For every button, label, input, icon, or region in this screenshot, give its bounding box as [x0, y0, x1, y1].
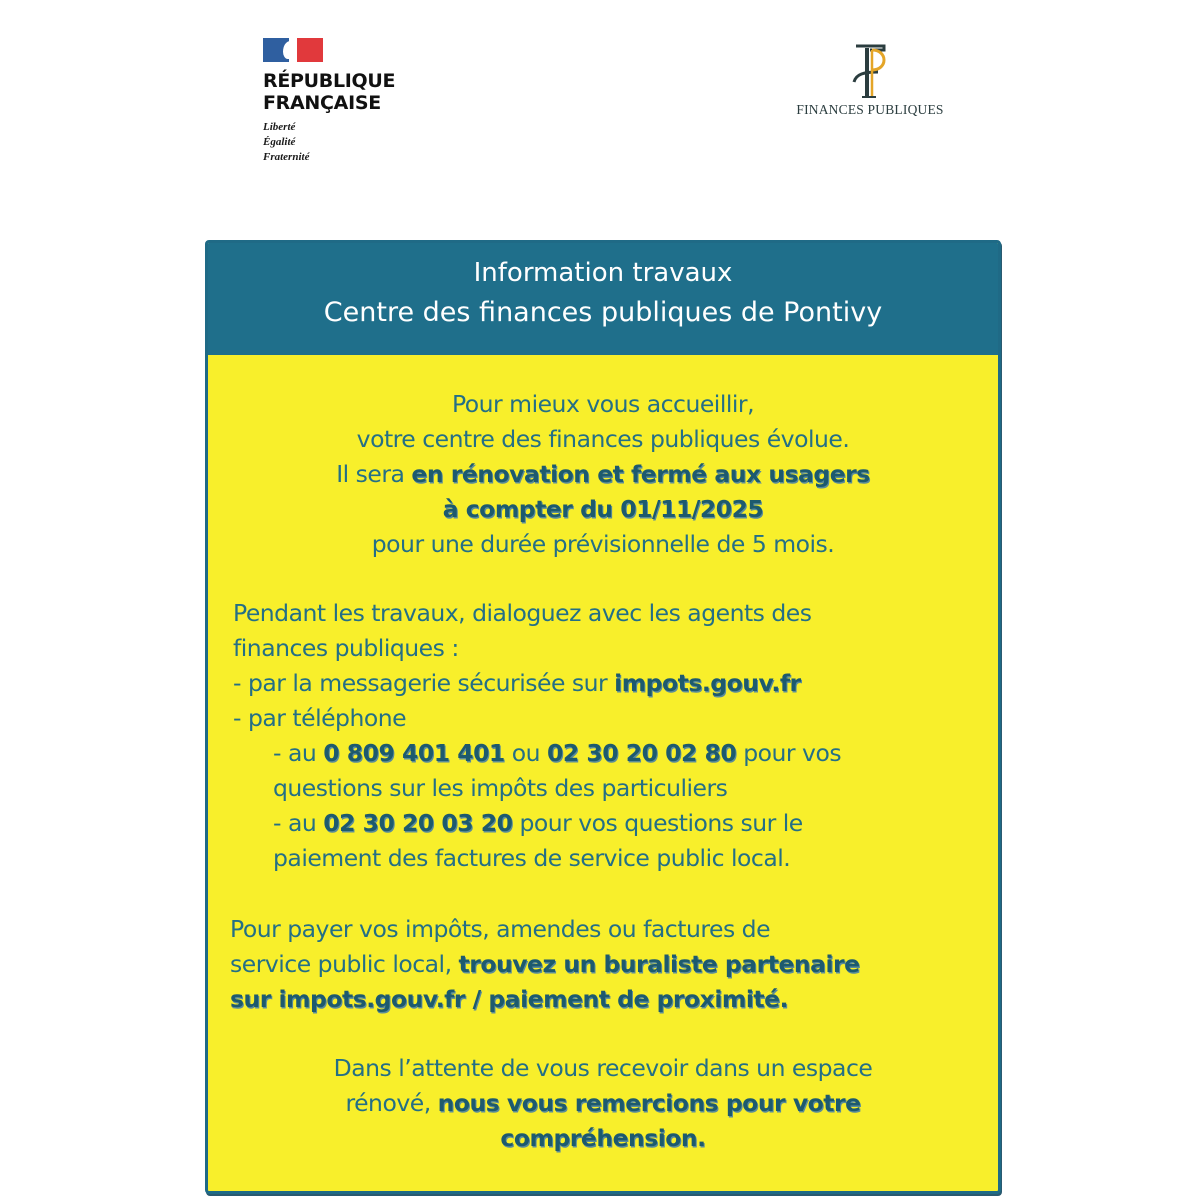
contact-phone-label: - par téléphone [233, 704, 407, 732]
contact-text: paiement des factures de service public local. [273, 844, 791, 872]
motto-liberte: Liberté [263, 121, 296, 133]
impots-link[interactable]: impots.gouv.fr [614, 669, 801, 697]
closing-text: rénové, [345, 1089, 438, 1117]
notice-panel [205, 240, 1001, 1194]
contact-text: - au [273, 809, 324, 837]
rf-name-line1: RÉPUBLIQUE [263, 70, 396, 92]
closing-line: Dans l’attente de vous recevoir dans un espace [333, 1054, 873, 1082]
phone-number[interactable]: 0 809 401 401 [323, 739, 505, 767]
rf-name-line2: FRANÇAISE [263, 92, 381, 114]
contact-text: pour vos questions sur le [512, 809, 803, 837]
contact-phone-2 [233, 806, 998, 876]
finances-publiques-logo [790, 42, 950, 118]
phone-number[interactable]: 02 30 20 02 80 [547, 739, 737, 767]
fp-name: FINANCES PUBLIQUES [796, 102, 944, 117]
paiement-proximite-link[interactable]: sur impots.gouv.fr / paiement de proximité. [230, 985, 789, 1013]
notice-title: Information travaux [473, 258, 733, 288]
contact-text: pour vos [736, 739, 842, 767]
contact-text: ou [504, 739, 547, 767]
contact-line: finances publiques : [233, 634, 459, 662]
marianne-flag-icon [263, 38, 323, 62]
republique-francaise-logo [263, 38, 423, 165]
contact-text: - au [273, 739, 324, 767]
closure-date: à compter du 01/11/2025 [442, 495, 764, 523]
intro-line [208, 457, 998, 492]
payment-text: service public local, [230, 950, 459, 978]
intro-line: votre centre des finances publiques évolue. [356, 425, 850, 453]
contact-text: questions sur les impôts des particuliers [273, 774, 728, 802]
contact-line: Pendant les travaux, dialoguez avec les agents des [233, 599, 812, 627]
notice-header [208, 243, 998, 355]
closing-line [208, 1086, 998, 1121]
payment-paragraph [208, 912, 998, 1017]
fp-monogram-icon [850, 42, 890, 100]
intro-line: Pour mieux vous accueillir, [451, 390, 755, 418]
intro-text: Il sera [336, 460, 412, 488]
buraliste-highlight: trouvez un buraliste partenaire [458, 950, 860, 978]
notice-subtitle: Centre des finances publiques de Pontivy [323, 297, 883, 328]
payment-line [230, 947, 988, 982]
intro-paragraph [208, 387, 998, 562]
contact-phone-1 [233, 736, 998, 806]
intro-line: pour une durée prévisionnelle de 5 mois. [371, 530, 835, 558]
thanks-highlight: nous vous remercions pour votre [437, 1089, 861, 1117]
thanks-highlight: compréhension. [500, 1124, 706, 1152]
payment-line: Pour payer vos impôts, amendes ou factures de [230, 915, 771, 943]
motto-egalite: Égalité [263, 136, 296, 148]
contact-paragraph [208, 596, 998, 876]
motto-fraternite: Fraternité [263, 151, 310, 163]
closing-paragraph [208, 1051, 998, 1156]
contact-messagerie [233, 666, 998, 701]
rf-motto [263, 120, 423, 165]
phone-number[interactable]: 02 30 20 03 20 [323, 809, 513, 837]
contact-text: - par la messagerie sécurisée sur [233, 669, 615, 697]
notice-body [208, 387, 998, 1156]
closure-highlight: en rénovation et fermé aux usagers [411, 460, 870, 488]
